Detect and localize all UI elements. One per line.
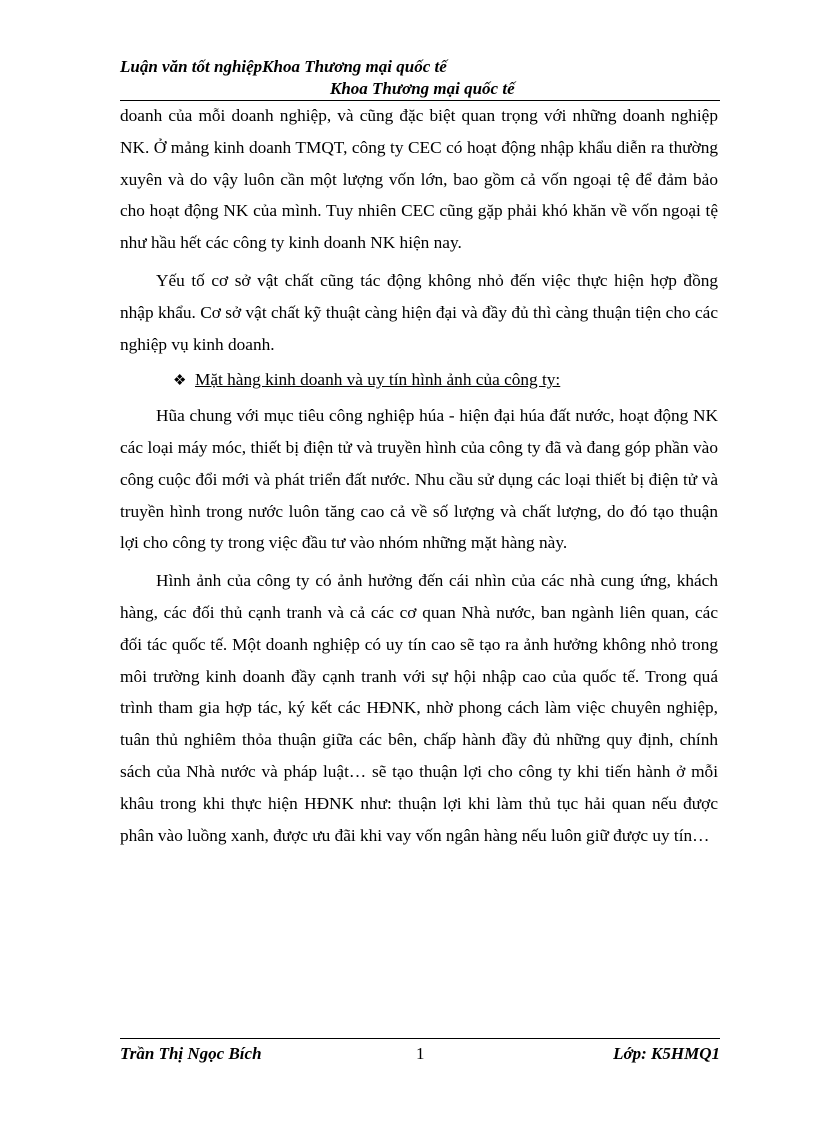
page-footer (120, 1044, 720, 1070)
page-header (120, 56, 720, 100)
page-number: 1 (416, 1044, 425, 1063)
diamond-bullet-icon: ❖ (173, 373, 187, 390)
section-heading (120, 364, 718, 398)
paragraph-2: Yếu tố cơ sở vật chất cũng tác động không nhỏ đến việc thực hiện hợp đồng nhập khẩu. Cơ sở vật chất kỹ thuật càng hiện đại và đầy đủ thì càng thuận tiện cho các nghiệp vụ kinh doanh. (120, 270, 718, 354)
document-body (120, 100, 718, 851)
paragraph-1: doanh của mỗi doanh nghiệp, và cũng đặc biệt quan trọng với những doanh nghiệp NK. Ở mảng kinh doanh TMQT, công ty CEC có hoạt động nhập khẩu diễn ra thường xuyên và do vậy luôn cần một lượng vốn lớn, bao gồm cả vốn ngoại tệ để đảm bảo cho hoạt động NK của mình. Tuy nhiên CEC cũng gặp phải khó khăn về vốn ngoại tệ như hầu hết các công ty kinh doanh NK hiện nay. (120, 106, 718, 253)
header-title-line2: Khoa Thương mại quốc tế (330, 79, 515, 98)
section-heading-text: Mặt hàng kinh doanh và uy tín hình ảnh của công ty: (195, 370, 561, 390)
paragraph-4: Hình ảnh của công ty có ảnh hưởng đến cái nhìn của các nhà cung ứng, khách hàng, các đối thủ cạnh tranh và cả các cơ quan Nhà nước, ban ngành liên quan, các đối tác quốc tế. Một doanh nghiệp có uy tín cao sẽ tạo ra ảnh hưởng không nhỏ trong môi trường kinh doanh đầy cạnh tranh với sự hội nhập cao của quốc tế. Trong quá trình tham gia hợp tác, ký kết các HĐNK, nhờ phong cách làm việc chuyên nghiệp, tuân thủ nghiêm thỏa thuận giữa các bên, chấp hành đầy đủ những quy định, chính sách của Nhà nước và pháp luật… sẽ tạo thuận lợi cho công ty khi tiến hành ở mỗi khâu trong khi thực hiện HĐNK như: thuận lợi khi làm thủ tục hải quan nếu được phân vào luồng xanh, được ưu đãi khi vay vốn ngân hàng nếu luôn giữ được uy tín… (120, 571, 718, 845)
footer-divider (120, 1038, 720, 1039)
paragraph-3: Hũa chung với mục tiêu công nghiệp húa - hiện đại húa đất nước, hoạt động NK các loại máy móc, thiết bị điện tử và truyền hình của công ty đã và đang góp phần vào công cuộc đổi mới và phát triển đất nước. Nhu cầu sử dụng các loại thiết bị điện tử và truyền hình trong nước luôn tăng cao cả về số lượng và chất lượng, do đó tạo thuận lợi cho công ty trong việc đầu tư vào nhóm những mặt hàng này. (120, 406, 718, 553)
footer-class: Lớp: K5HMQ1 (613, 1044, 720, 1063)
footer-author: Trần Thị Ngọc Bích (120, 1044, 262, 1063)
header-title-line1: Luận văn tốt nghiệpKhoa Thương mại quốc tế (120, 57, 447, 76)
